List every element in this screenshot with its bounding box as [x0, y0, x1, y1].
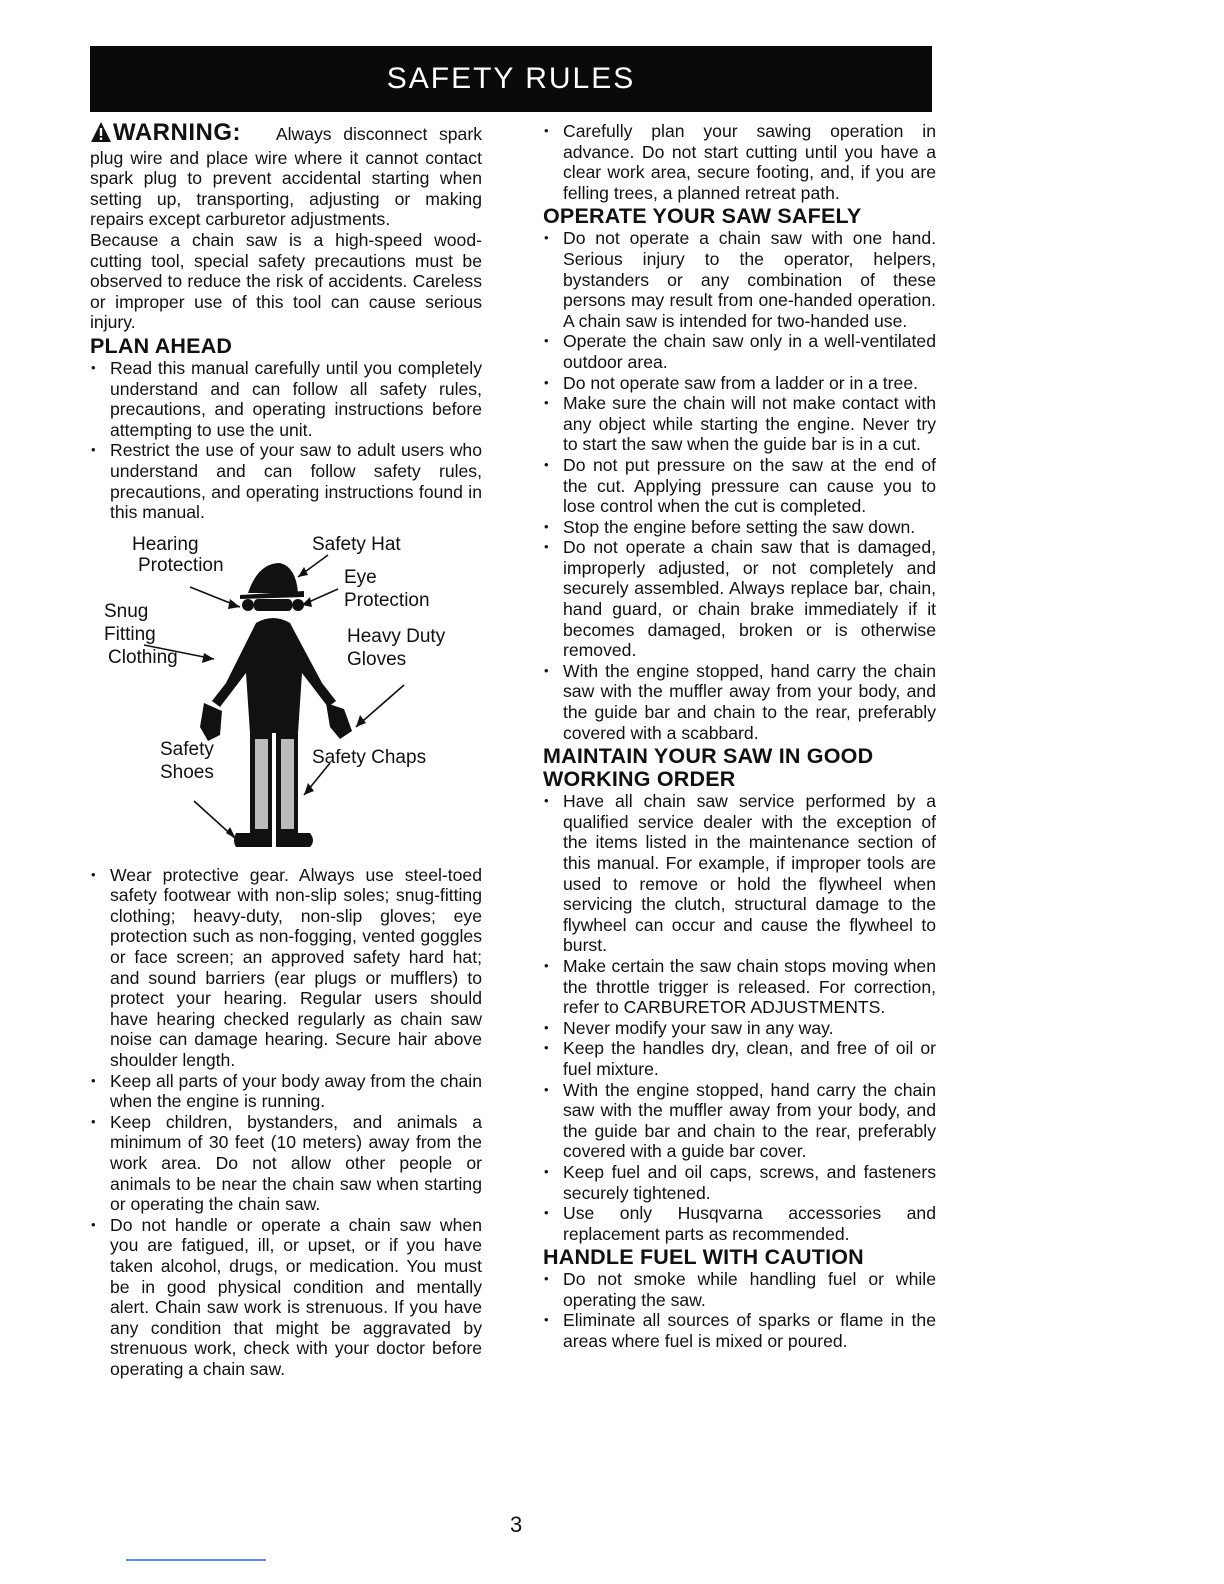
list-item: • Do not handle or operate a chain saw when you are fatigued, ill, or upset, or if you have taken alcohol, drugs, or medication. You must be in good physical condition and mentally alert. Chain saw work is strenuous. If you have any condition that might be aggravated by strenuous work, check with your doctor before operating a chain saw. [90, 1215, 482, 1380]
list-item: • Do not operate a chain saw that is damaged, improperly adjusted, or not completely and securely assembled. Always replace bar, chain, hand guard, or chain brake immediately if it becomes damaged, broken or is otherwise removed. [543, 537, 936, 661]
list-item: • Stop the engine before setting the saw down. [543, 517, 936, 538]
operate-heading: OPERATE YOUR SAW SAFELY [543, 204, 862, 229]
label-safety-chaps: Safety Chaps [312, 746, 427, 768]
plan-ahead-list [90, 358, 482, 523]
list-item: • Do not operate a chain saw with one hand. Serious injury to the operator, helpers, bystanders or any combination of these persons may result from one-handed operation. A chain saw is intended for two-handed use. [543, 228, 936, 331]
label-gloves: Gloves [347, 648, 407, 670]
list-item: • Make certain the saw chain stops moving when the throttle trigger is released. For correction, refer to CARBURETOR ADJUSTMENTS. [543, 956, 936, 1018]
label-safety: Safety [160, 738, 214, 760]
warning-label: WARNING: [113, 119, 241, 146]
fuel-list [543, 1269, 936, 1351]
list-item: • Operate the chain saw only in a well-ventilated outdoor area. [543, 331, 936, 372]
list-item: • Keep all parts of your body away from the chain when the engine is running. [90, 1071, 482, 1112]
label-clothing: Clothing [108, 646, 178, 668]
intro-paragraph: Because a chain saw is a high-speed wood-cutting tool, special safety precautions must be observed to reduce the risk of accidents. Careless or improper use of this tool can cause serious injury. [90, 229, 482, 333]
label-heavy-duty: Heavy Duty [347, 625, 446, 647]
list-item: • Do not smoke while handling fuel or while operating the saw. [543, 1269, 936, 1310]
label-hearing: Hearing [132, 533, 199, 555]
label-safety-hat: Safety Hat [312, 533, 401, 555]
list-item: • Do not operate saw from a ladder or in a tree. [543, 373, 936, 394]
maintain-heading: MAINTAIN YOUR SAW IN GOOD WORKING ORDER [543, 744, 874, 792]
list-item: • Never modify your saw in any way. [543, 1018, 936, 1039]
label-eye: Eye [344, 566, 377, 588]
plan-ahead-heading: PLAN AHEAD [90, 333, 233, 358]
protective-gear-illustration [90, 533, 482, 865]
label-fitting: Fitting [104, 623, 156, 645]
list-item: • Make sure the chain will not make contact with any object while starting the engine. Never try to start the saw when the guide bar is in a cut. [543, 393, 936, 455]
list-item: • Read this manual carefully until you completely understand and can follow all safety rules, precautions, and operating instructions before attempting to use the unit. [90, 358, 482, 440]
left-column [90, 121, 482, 1380]
warning-text: Always disconnect spark plug wire and place wire where it cannot contact spark plug to prevent accidental starting when setting up, transporting, adjusting or making repairs except carburetor adjustments. [90, 124, 482, 230]
right-column [543, 121, 936, 1352]
fuel-heading: HANDLE FUEL WITH CAUTION [543, 1245, 864, 1270]
label-hearing-protection: Protection [138, 554, 224, 576]
warning-paragraph [90, 121, 482, 230]
label-eye-protection: Protection [344, 589, 430, 611]
protective-gear-figure [90, 533, 482, 865]
section-banner [90, 46, 932, 112]
planning-list [543, 121, 936, 203]
list-item: • Use only Husqvarna accessories and replacement parts as recommended. [543, 1203, 936, 1244]
page-number: 3 [510, 1512, 523, 1537]
list-item: • Carefully plan your sawing operation in advance. Do not start cutting until you have a clear work area, secure footing, and, if you are felling trees, a planned retreat path. [543, 121, 936, 203]
list-item: • Keep children, bystanders, and animals a minimum of 30 feet (10 meters) away from the work area. Do not allow other people or animals to be near the chain saw when starting or operating the chain saw. [90, 1112, 482, 1215]
list-item: • Do not put pressure on the saw at the end of the cut. Applying pressure can cause you to lose control when the cut is completed. [543, 455, 936, 517]
list-item: • Eliminate all sources of sparks or flame in the areas where fuel is mixed or poured. [543, 1310, 936, 1351]
label-shoes: Shoes [160, 761, 214, 783]
list-item: • Restrict the use of your saw to adult users who understand and can follow safety rules, precautions, and operating instructions found in this manual. [90, 440, 482, 522]
operate-list [543, 228, 936, 743]
list-item: • Keep fuel and oil caps, screws, and fasteners securely tightened. [543, 1162, 936, 1203]
list-item: • Have all chain saw service performed by a qualified service dealer with the exception of the items listed in the maintenance section of this manual. For example, if improper tools are used to remove or hold the flywheel when servicing the clutch, structural damage to the flywheel can occur and cause the flywheel to burst. [543, 791, 936, 956]
page-title: SAFETY RULES [386, 62, 636, 95]
protective-list [90, 865, 482, 1380]
list-item: • With the engine stopped, hand carry the chain saw with the muffler away from your body, and the guide bar and chain to the rear, preferably covered with a guide bar cover. [543, 1080, 936, 1162]
footer-rule [126, 1559, 266, 1561]
maintain-list [543, 791, 936, 1244]
list-item: • Wear protective gear. Always use steel-toed safety footwear with non-slip soles; snug-fitting clothing; heavy-duty, non-slip gloves; eye protection such as non-fogging, vented goggles or face screen; an approved safety hard hat; and sound barriers (ear plugs or mufflers) to protect your hearing. Regular users should have hearing checked regularly as chain saw noise can damage hearing. Secure hair above shoulder length. [90, 865, 482, 1071]
list-item: • With the engine stopped, hand carry the chain saw with the muffler away from your body, and the guide bar and chain to the rear, preferably covered with a scabbard. [543, 661, 936, 743]
warning-triangle-icon [90, 121, 112, 148]
label-snug: Snug [104, 600, 149, 622]
list-item: • Keep the handles dry, clean, and free of oil or fuel mixture. [543, 1038, 936, 1079]
